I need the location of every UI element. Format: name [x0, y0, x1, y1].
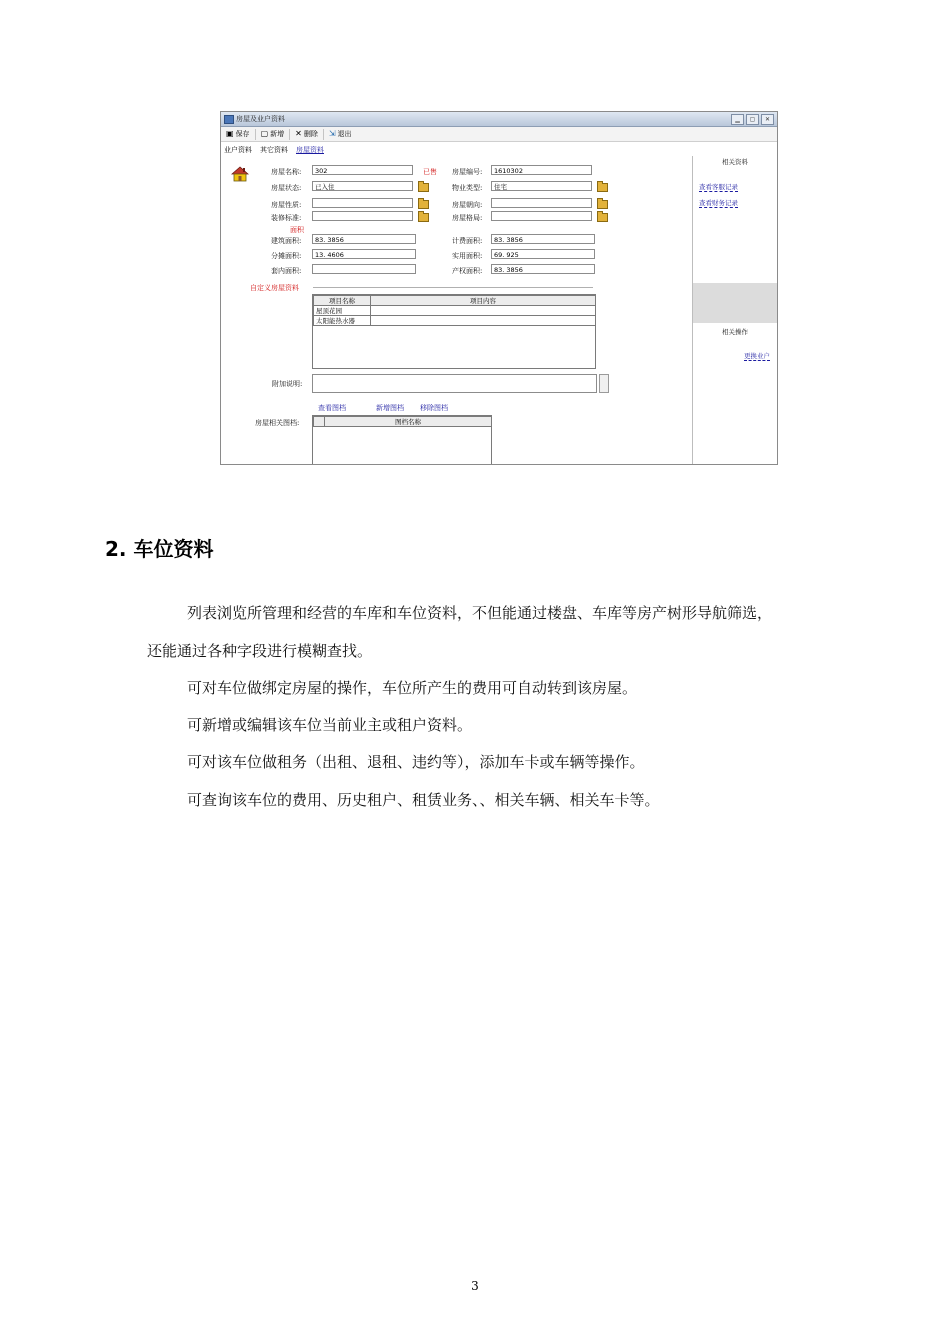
remove-docs-link[interactable]: 移除图档: [420, 404, 448, 412]
minimize-icon[interactable]: ▁: [731, 114, 744, 125]
grid-cell[interactable]: [371, 316, 596, 326]
grid-header-item-name: 项目名称: [314, 296, 371, 306]
tab-other-info[interactable]: 其它资料: [260, 146, 288, 154]
tab-bar: [224, 145, 324, 155]
folder-icon[interactable]: [418, 213, 429, 222]
house-nature-field[interactable]: [312, 198, 413, 208]
maximize-icon[interactable]: ▢: [746, 114, 759, 125]
property-type-label: 物业类型:: [452, 184, 483, 192]
section-divider: [313, 287, 593, 288]
house-layout-field[interactable]: [491, 211, 592, 221]
paragraph-line: 列表浏览所管理和经营的车库和车位资料，不但能通过楼盘、车库等房产树形导航筛选，: [187, 604, 773, 622]
exit-button-label: 退出: [337, 130, 352, 138]
paragraph-line: 还能通过各种字段进行模糊查找。: [147, 642, 373, 660]
decoration-label: 装修标准:: [271, 214, 302, 222]
docs-label: 房屋相关图档:: [255, 419, 300, 427]
billing-area-field[interactable]: 83. 3856: [491, 234, 595, 244]
indoor-area-label: 套内面积:: [271, 267, 302, 275]
table-row[interactable]: [314, 316, 596, 326]
docs-grid[interactable]: [312, 415, 492, 465]
exit-button[interactable]: [324, 129, 357, 140]
house-name-field[interactable]: 302: [312, 165, 413, 175]
house-orientation-label: 房屋朝向:: [452, 201, 483, 209]
building-area-label: 建筑面积:: [271, 237, 302, 245]
app-icon: [224, 115, 234, 124]
house-icon: [231, 166, 249, 182]
side-panel: [692, 156, 777, 464]
house-info-form: [221, 156, 691, 464]
grid-header-blank: [314, 417, 325, 427]
folder-icon[interactable]: [418, 200, 429, 209]
house-state-label: 房屋状态:: [271, 184, 302, 192]
add-docs-link[interactable]: 新增图档: [376, 404, 404, 412]
new-button[interactable]: [256, 129, 291, 140]
change-owner-link[interactable]: 更换业户: [744, 352, 770, 360]
save-button-label: 保存: [235, 130, 250, 138]
house-layout-label: 房屋格局:: [452, 214, 483, 222]
paragraph: 可查询该车位的费用、历史租户、租赁业务、、相关车辆、相关车卡等。: [187, 791, 660, 809]
house-code-field[interactable]: 1610302: [491, 165, 592, 175]
related-ops-title: 相关操作: [722, 328, 748, 336]
window-title: 房屋及业户资料: [236, 115, 285, 123]
area-section-label: 面积: [290, 226, 304, 234]
new-document-icon: ▢: [260, 129, 269, 138]
page-number: 3: [471, 1279, 479, 1293]
shared-area-label: 分摊面积:: [271, 252, 302, 260]
folder-icon[interactable]: [597, 200, 608, 209]
save-button[interactable]: [221, 129, 256, 140]
house-state-field[interactable]: 已入住: [312, 181, 413, 191]
house-name-label: 房屋名称:: [271, 168, 302, 176]
related-info-title: 相关资料: [722, 158, 748, 166]
tab-owner-info[interactable]: 业户资料: [224, 146, 252, 154]
house-orientation-field[interactable]: [491, 198, 592, 208]
exit-icon: ⇲: [328, 129, 336, 138]
folder-icon[interactable]: [597, 213, 608, 222]
embedded-app-screenshot: [220, 111, 778, 465]
house-nature-label: 房屋性质:: [271, 201, 302, 209]
usable-area-label: 实用面积:: [452, 252, 483, 260]
grid-header-item-content: 项目内容: [371, 296, 596, 306]
grid-cell[interactable]: 太阳能热水器: [314, 316, 371, 326]
custom-info-grid[interactable]: [312, 294, 596, 369]
property-type-field[interactable]: 住宅: [491, 181, 592, 191]
delete-button-label: 删除: [303, 130, 318, 138]
delete-button[interactable]: [290, 129, 324, 140]
note-field[interactable]: [312, 374, 597, 393]
decoration-field[interactable]: [312, 211, 413, 221]
toolbar: [221, 127, 777, 142]
title-area-label: 产权面积:: [452, 267, 483, 275]
sold-status-badge: 已售: [423, 168, 437, 176]
new-button-label: 新增: [270, 130, 285, 138]
paragraph: 可对该车位做租务（出租、退租、违约等），添加车卡或车辆等操作。: [187, 753, 645, 771]
close-icon[interactable]: ✕: [761, 114, 774, 125]
section-heading: 2. 车位资料: [105, 537, 214, 561]
table-row[interactable]: [314, 306, 596, 316]
paragraph: 可对车位做绑定房屋的操作，车位所产生的费用可自动转到该房屋。: [187, 679, 638, 697]
folder-icon[interactable]: [597, 183, 608, 192]
save-icon: ▣: [226, 129, 234, 138]
side-panel-divider: [693, 283, 777, 323]
delete-icon: ✕: [295, 129, 302, 138]
grid-cell[interactable]: [371, 306, 596, 316]
usable-area-field[interactable]: 69. 925: [491, 249, 595, 259]
building-area-field[interactable]: 83. 3856: [312, 234, 416, 244]
window-controls: [731, 114, 774, 125]
title-area-field[interactable]: 83. 3856: [491, 264, 595, 274]
window-titlebar: [221, 112, 777, 127]
shared-area-field[interactable]: 13. 4606: [312, 249, 416, 259]
note-label: 附加说明:: [272, 380, 303, 388]
view-docs-link[interactable]: 查看图档: [318, 404, 346, 412]
indoor-area-field[interactable]: [312, 264, 416, 274]
billing-area-label: 计费面积:: [452, 237, 483, 245]
view-service-records-link[interactable]: 查看客服记录: [699, 183, 738, 191]
paragraph: 可新增或编辑该车位当前业主或租户资料。: [187, 716, 473, 734]
folder-icon[interactable]: [418, 183, 429, 192]
custom-section-label: 自定义房屋资料: [250, 284, 299, 292]
grid-header-doc-name: 图档名称: [325, 417, 492, 427]
note-scrollbar[interactable]: [599, 374, 609, 393]
view-finance-records-link[interactable]: 查看财务记录: [699, 199, 738, 207]
house-code-label: 房屋编号:: [452, 168, 483, 176]
grid-cell[interactable]: 屋顶花园: [314, 306, 371, 316]
tab-house-info[interactable]: 房屋资料: [296, 146, 324, 154]
